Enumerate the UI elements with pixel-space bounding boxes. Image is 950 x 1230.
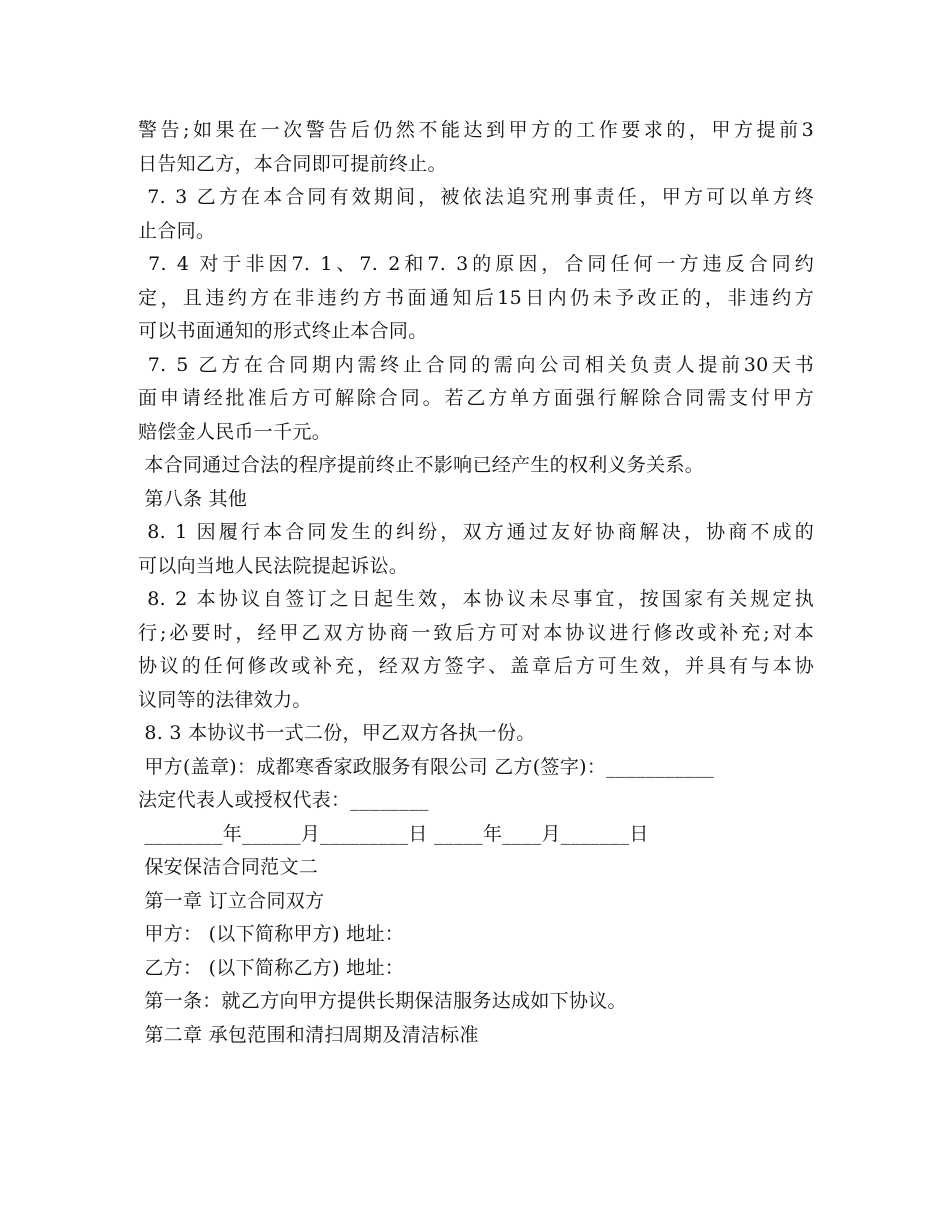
text-line: 8. 2 本协议自签订之日起生效，本协议未尽事宜，按国家有关规定执 [138, 588, 814, 610]
text-line: 议同等的法律效力。 [138, 688, 312, 711]
text-line: 7. 4 对于非因7. 1、7. 2和7. 3的原因，合同任何一方违反合同约 [138, 253, 814, 275]
document-title: 保安保洁合同范文二 [138, 856, 319, 878]
text-line: 面申请经批准后方可解除合同。若乙方单方面强行解除合同需支付甲方 [138, 387, 814, 409]
text-line: 7. 3 乙方在本合同有效期间，被依法追究刑事责任，甲方可以单方终 [138, 186, 814, 208]
text-line: 赔偿金人民币一千元。 [138, 420, 332, 443]
chapter-heading: 第一章 订立合同双方 [138, 889, 325, 912]
text-line: 定，且违约方在非违约方书面通知后15日内仍未予改正的，非违约方 [138, 286, 814, 309]
text-line: 本合同通过合法的程序提前终止不影响已经产生的权利义务关系。 [138, 454, 705, 476]
text-line: 警告;如果在一次警告后仍然不能达到甲方的工作要求的，甲方提前3 [138, 119, 814, 141]
text-line: 7. 5 乙方在合同期内需终止合同的需向公司相关负责人提前30天书 [138, 353, 814, 376]
text-line: 日告知乙方，本合同即可提前终止。 [138, 152, 447, 175]
text-line: 可以向当地人民法院提起诉讼。 [138, 554, 409, 577]
text-line: 乙方： (以下简称乙方) 地址： [138, 956, 405, 979]
text-line: 第一条：就乙方向甲方提供长期保洁服务达成如下协议。 [138, 990, 627, 1012]
text-line: 8. 3 本协议书一式二份，甲乙双方各执一份。 [138, 722, 536, 744]
text-line: 甲方： (以下简称甲方) 地址： [138, 923, 405, 945]
text-line: 协议的任何修改或补充，经双方签字、盖章后方可生效，并具有与本协 [138, 655, 814, 677]
section-heading: 第八条 其他 [138, 487, 248, 510]
date-line: ________年______月_________日 _____年____月_______日 [138, 822, 649, 845]
document-body [138, 114, 814, 1052]
text-line: 可以书面通知的形式终止本合同。 [138, 320, 428, 342]
signature-line: 法定代表人或授权代表：________ [138, 789, 429, 811]
text-line: 行;必要时，经甲乙双方协商一致后方可对本协议进行修改或补充;对本 [138, 621, 814, 644]
signature-line: 甲方(盖章)：成都寒香家政服务有限公司 乙方(签字)：___________ [138, 755, 714, 778]
chapter-heading: 第二章 承包范围和清扫周期及清洁标准 [138, 1023, 479, 1046]
text-line: 8. 1 因履行本合同发生的纠纷，双方通过友好协商解决，协商不成的 [138, 521, 814, 543]
text-line: 止合同。 [138, 219, 216, 242]
